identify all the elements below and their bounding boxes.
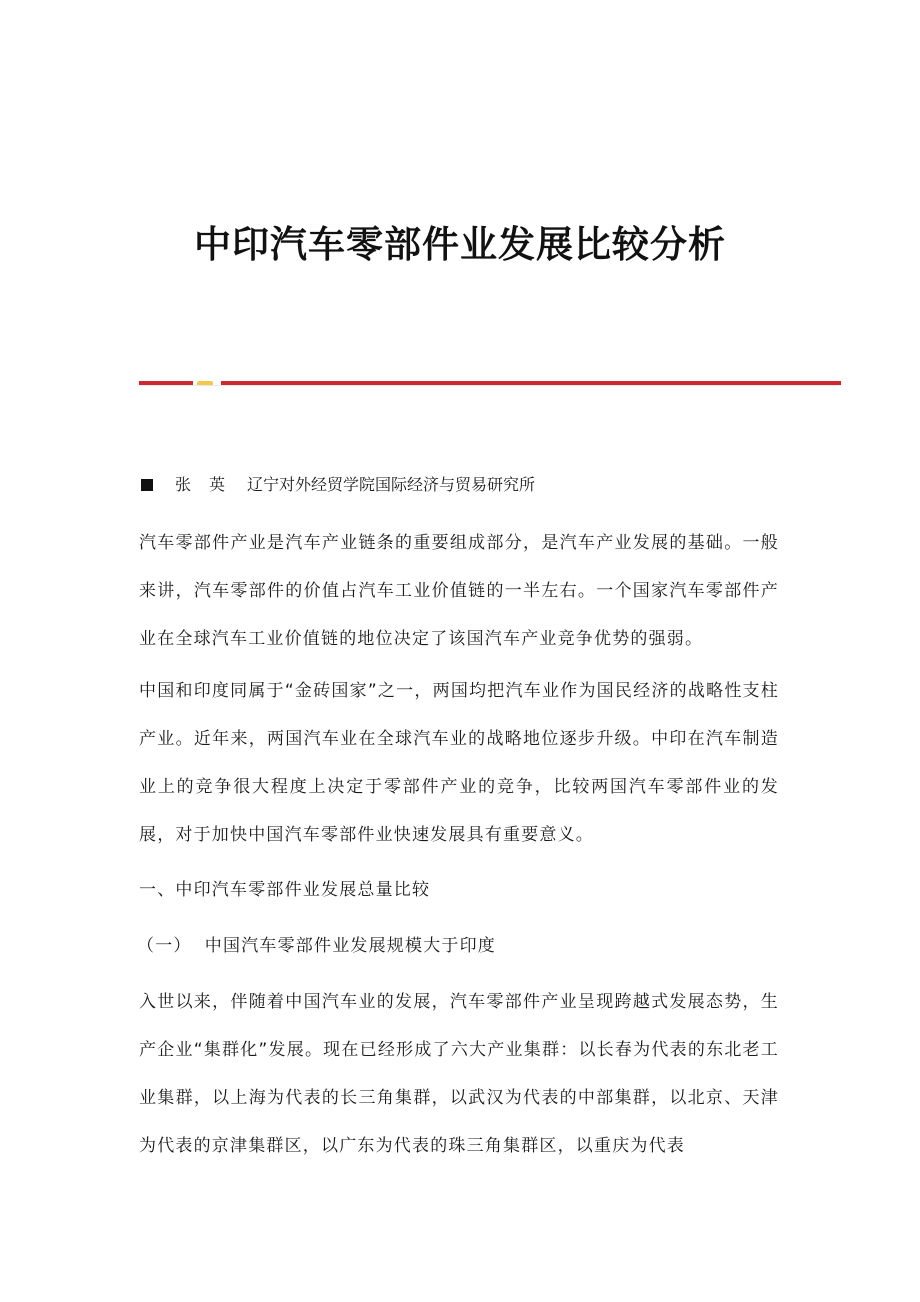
paragraph-intro-2: 中国和印度同属于“金砖国家”之一，两国均把汽车业作为国民经济的战略性支柱产业。近年来，两国汽车业在全球汽车业的战略地位逐步升级。中印在汽车制造业上的竞争很大程度上决定于零部件产业的竞争，比较两国汽车零部件业的发展，对于加快中国汽车零部件业快速发展具有重要意义。 <box>139 681 779 845</box>
title-divider <box>139 381 841 387</box>
subsection-heading: （一） 中国汽车零部件业发展规模大于印度 <box>137 936 497 956</box>
author-line <box>141 472 535 495</box>
author-name: 张英 <box>175 475 244 494</box>
paragraph-intro-1: 汽车零部件产业是汽车产业链条的重要组成部分，是汽车产业发展的基础。一般来讲，汽车零部件的价值占汽车工业价值链的一半左右。一个国家汽车零部件产业在全球汽车工业价值链的地位决定了该国汽车产业竞争优势的强弱。 <box>139 533 779 649</box>
black-square-icon <box>141 479 153 491</box>
divider-shadow <box>139 385 841 386</box>
section-heading: 一、中印汽车零部件业发展总量比较 <box>139 880 431 900</box>
document-title: 中印汽车零部件业发展比较分析 <box>194 223 726 266</box>
author-affiliation: 辽宁对外经贸学院国际经济与贸易研究所 <box>247 475 536 494</box>
paragraph-section-1: 入世以来，伴随着中国汽车业的发展，汽车零部件产业呈现跨越式发展态势，生产企业“集群化”发展。现在已经形成了六大产业集群：以长春为代表的东北老工业集群，以上海为代表的长三角集群，以武汉为代表的中部集群，以北京、天津为代表的京津集群区，以广东为代表的珠三角集群区，以重庆为代表 <box>139 992 779 1156</box>
